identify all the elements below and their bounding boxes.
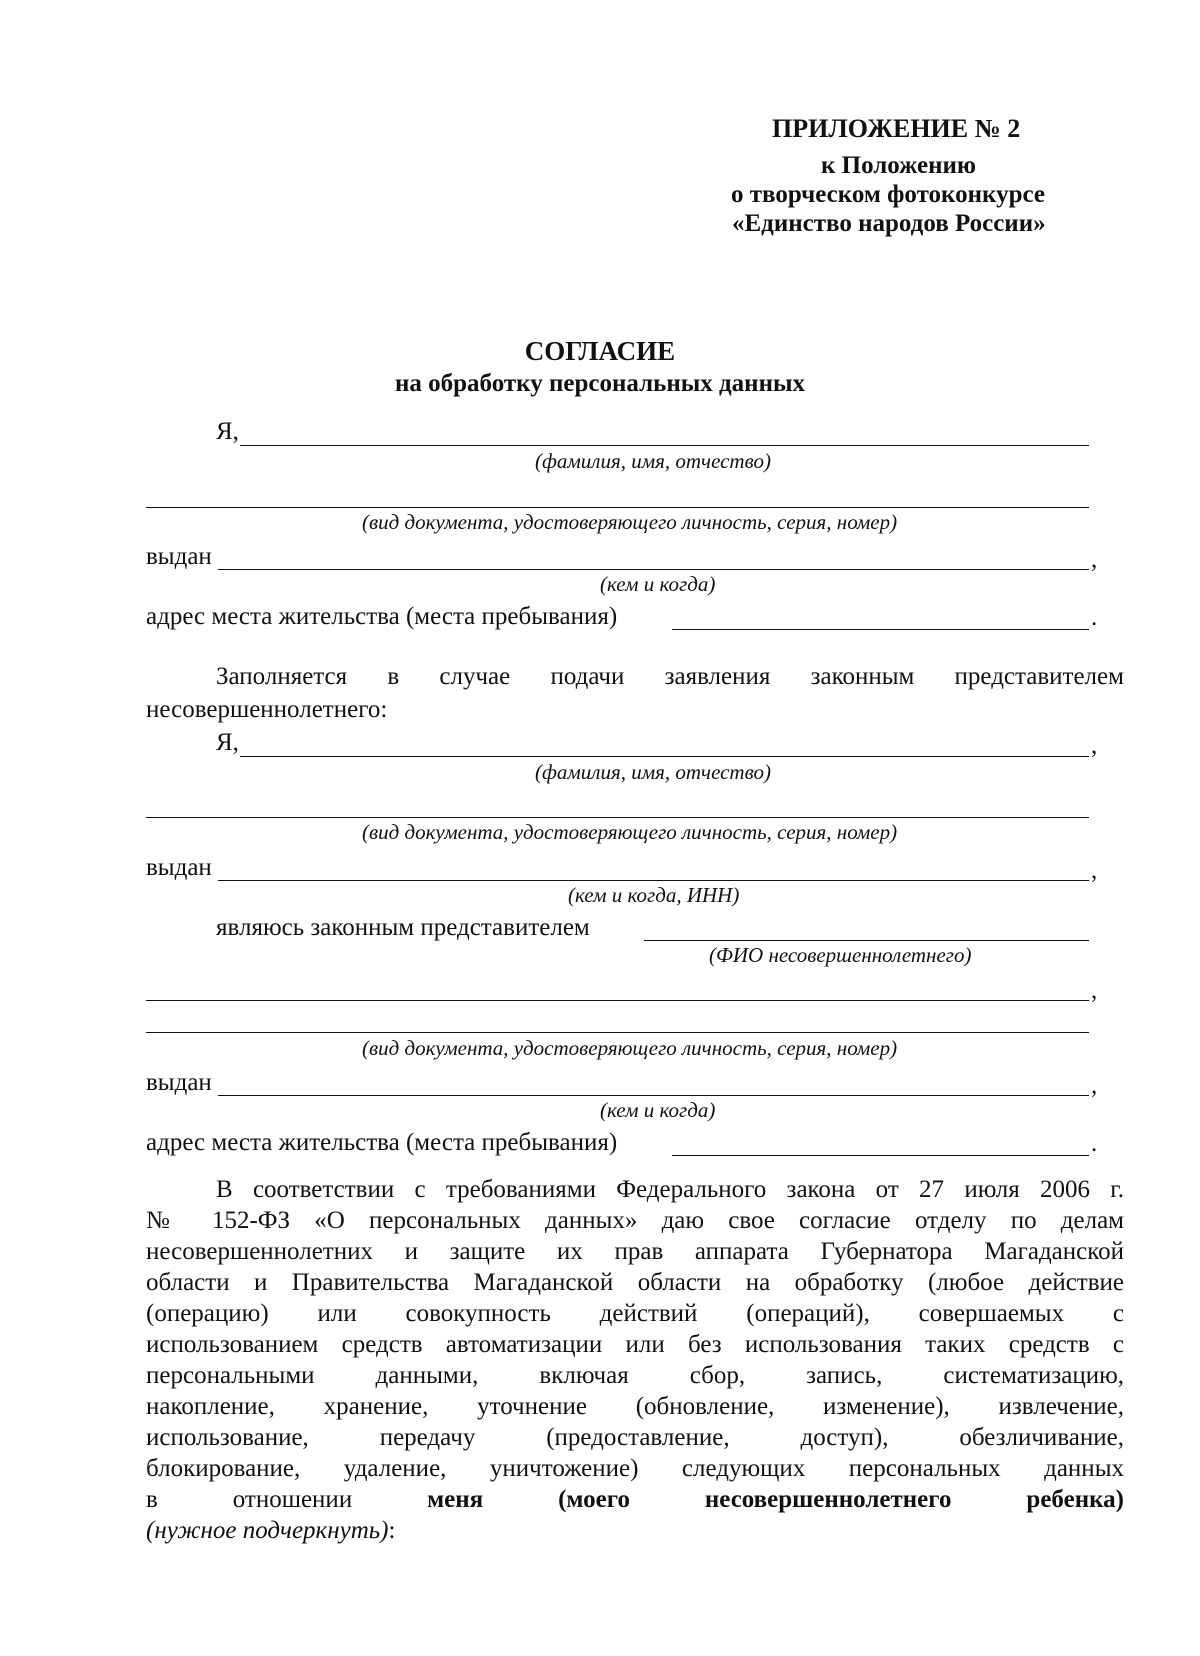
consent-line: (операцию) или совокупность действий (операций), совершаемых с [146,1300,1124,1327]
fio-field-line[interactable] [240,445,1089,446]
option-me: меня [427,1486,484,1513]
issued-label: выдан [146,543,212,570]
minor-issued-field-line[interactable] [218,1095,1089,1096]
fio-caption: (фамилия, имя, отчество) [535,449,771,473]
word-in: в [146,1486,158,1513]
consent-line: несовершеннолетних и защите их прав аппарата Губернатора Магаданской [146,1238,1124,1265]
consent-line: В соответствии с требованиями Федерального закона от 27 июля 2006 г. [216,1176,1124,1203]
guardian-note-line1 [216,663,1124,691]
comma: , [1091,732,1098,759]
consent-line: блокирование, удаление, уничтожение) следующих персональных данных [146,1455,1124,1482]
minor-fio-caption: (ФИО несовершеннолетнего) [709,943,972,967]
minor-fio-field-line[interactable] [644,940,1089,941]
underline-note: (нужное подчеркнуть) [146,1517,389,1544]
note-word: заявления [664,663,771,690]
document-subtitle: на обработку персональных данных [395,370,805,397]
consent-line: накопление, хранение, уточнение (обновление, изменение), извлечение, [146,1393,1124,1420]
about-contest: о творческом фотоконкурсе [731,181,1045,208]
representative-label: являюсь законным представителем [216,914,590,941]
address-field-line[interactable] [672,629,1089,630]
issued-field-line[interactable] [218,569,1089,570]
document-field-line-2[interactable] [146,817,1089,818]
note-word: законным [810,663,915,690]
minor-issued-caption: (кем и когда) [600,1098,716,1122]
fio-caption-2: (фамилия, имя, отчество) [535,760,771,784]
i-label-2: Я, [216,729,239,756]
comma: , [1091,977,1098,1004]
i-label: Я, [216,418,239,445]
document-title: СОГЛАСИЕ [524,336,676,366]
document-caption: (вид документа, удостоверяющего личность, серия, номер) [362,510,898,534]
period: . [1091,604,1098,631]
consent-line: области и Правительства Магаданской области на обработку (любое действие [146,1269,1124,1296]
note-word: Заполняется [216,663,348,690]
minor-address-label: адрес места жительства (места пребывания) [146,1129,618,1156]
comma: , [1091,857,1098,884]
consent-paragraph [146,1174,1124,1546]
note-word: в [387,663,400,690]
document-field-line[interactable] [146,507,1089,508]
issued-label-2: выдан [146,854,212,881]
fio-field-line-2[interactable] [240,756,1089,757]
minor-address-field-line[interactable] [672,1155,1089,1156]
minor-document-caption: (вид документа, удостоверяющего личность, серия, номер) [362,1036,898,1060]
issued-caption: (кем и когда) [600,572,716,596]
option-my: (моего [558,1486,630,1513]
word-regarding: отношении [232,1486,353,1513]
consent-line: использованием средств автоматизации или без использования таких средств с [146,1331,1124,1358]
appendix-number: ПРИЛОЖЕНИЕ № 2 [772,114,1021,143]
document-caption-2: (вид документа, удостоверяющего личность, серия, номер) [362,820,898,844]
note-word: подачи [550,663,625,690]
consent-line: № 152-ФЗ «О персональных данных» даю свое согласие отделу по делам [146,1207,1124,1234]
consent-line: использование, передачу (предоставление, доступ), обезличивание, [146,1424,1124,1451]
issued-caption-2: (кем и когда, ИНН) [568,883,740,907]
note-word: случае [439,663,511,690]
consent-line: персональными данными, включая сбор, запись, систематизацию, [146,1362,1124,1389]
consent-subject-line [146,1484,1124,1515]
guardian-note-line2: несовершеннолетнего: [146,696,388,723]
minor-document-field-line[interactable] [146,1032,1089,1033]
minor-fio-continuation-line[interactable] [146,1000,1089,1001]
comma: , [1091,546,1098,573]
issued-field-line-2[interactable] [218,880,1089,881]
to-regulation: к Положению [821,152,976,179]
option-minor: несовершеннолетнего [704,1486,952,1513]
period: . [1091,1130,1098,1157]
comma: , [1091,1072,1098,1099]
option-child: ребенка) [1026,1486,1124,1513]
note-word: представителем [954,663,1124,690]
colon: : [388,1517,396,1544]
address-label: адрес места жительства (места пребывания) [146,603,618,630]
underline-note-line [146,1515,1124,1546]
minor-issued-label: выдан [146,1069,212,1096]
contest-name: «Единство народов России» [732,210,1046,237]
